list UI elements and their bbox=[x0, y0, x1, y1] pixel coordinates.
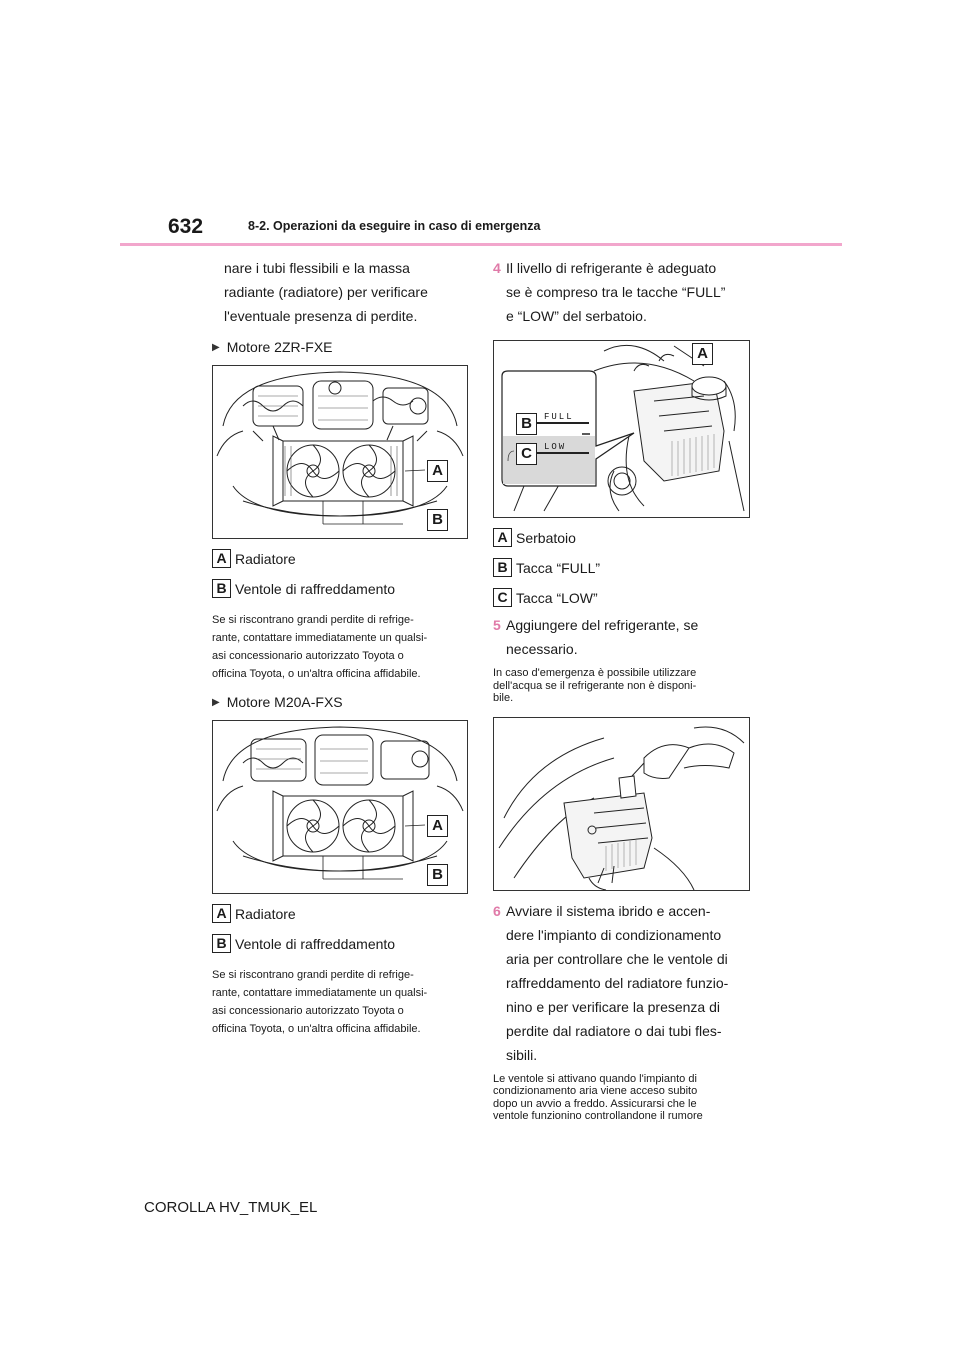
intro-line: radiante (radiatore) per verificare bbox=[224, 284, 428, 300]
low-mark-text: LOW bbox=[544, 442, 567, 452]
legend-item-full bbox=[493, 558, 751, 577]
legend-text: Tacca “LOW” bbox=[516, 589, 598, 606]
step-line: e “LOW” del serbatoio. bbox=[506, 308, 647, 324]
step-line: nino e per verificare la presenza di bbox=[506, 998, 721, 1015]
note-line: Se si riscontrano grandi perdite di refrige- bbox=[212, 614, 414, 626]
refill-illustration bbox=[494, 718, 749, 890]
figure-label-b: B bbox=[427, 864, 448, 886]
figure-label-a: A bbox=[692, 343, 713, 365]
figure-label-c: C bbox=[516, 443, 537, 465]
step-number: 5 bbox=[493, 617, 501, 633]
step-text bbox=[506, 613, 698, 661]
intro-line: nare i tubi flessibili e la massa bbox=[224, 260, 410, 276]
step-4 bbox=[493, 256, 751, 328]
figure-label-b: B bbox=[427, 509, 448, 531]
legend-badge-b: B bbox=[493, 558, 512, 577]
note-line: condizionamento aria viene acceso subito bbox=[493, 1085, 698, 1097]
note-line: Se si riscontrano grandi perdite di refrige- bbox=[212, 969, 414, 981]
engine-bay-figure-m20a bbox=[212, 720, 468, 894]
engine-label: Motore 2ZR-FXE bbox=[226, 339, 333, 355]
legend-text: Tacca “FULL” bbox=[516, 559, 601, 576]
left-column bbox=[212, 256, 468, 1038]
step-line: Il livello di refrigerante è adeguato bbox=[506, 260, 717, 276]
note-line: dopo un avvio a freddo. Assicurarsi che le bbox=[493, 1097, 697, 1110]
legend-item-fans bbox=[212, 579, 468, 598]
note-leak bbox=[212, 611, 468, 683]
step-line: perdite dal radiatore o dai tubi fles- bbox=[506, 1022, 722, 1039]
note-leak bbox=[212, 966, 468, 1038]
intro-line: l'eventuale presenza di perdite. bbox=[224, 308, 418, 324]
step-5 bbox=[493, 613, 751, 661]
note-line: dell'acqua se il refrigerante non è disponi- bbox=[493, 679, 697, 692]
legend-item-reservoir bbox=[493, 528, 751, 547]
step-text bbox=[506, 256, 725, 328]
engine-heading-m20a bbox=[212, 694, 468, 710]
right-column bbox=[493, 256, 751, 1123]
step-line: Aggiungere del refrigerante, se bbox=[506, 617, 699, 633]
full-mark-text: FULL bbox=[544, 412, 574, 422]
note-line: bile. bbox=[493, 692, 514, 704]
legend-text: Ventole di raffreddamento bbox=[235, 935, 396, 952]
figure-label-b: B bbox=[516, 413, 537, 435]
legend-text: Serbatoio bbox=[516, 529, 576, 546]
step-line: Avviare il sistema ibrido e accen- bbox=[506, 902, 711, 919]
engine-bay-figure-2zr bbox=[212, 365, 468, 539]
note-line: ventole funzionino controllandone il rumore bbox=[493, 1110, 703, 1122]
legend-badge-a: A bbox=[212, 904, 231, 923]
page-number: 632 bbox=[168, 215, 204, 238]
step-6 bbox=[493, 899, 751, 1067]
step-line: se è compreso tra le tacche “FULL” bbox=[506, 284, 726, 300]
legend-badge-b: B bbox=[212, 579, 231, 598]
triangle-bullet-icon: ▶ bbox=[212, 696, 220, 708]
legend-badge-a: A bbox=[212, 549, 231, 568]
coolant-reservoir-figure bbox=[493, 340, 750, 518]
note-line: asi concessionario autorizzato Toyota o bbox=[212, 650, 404, 662]
footer-model-code: COROLLA HV_TMUK_EL bbox=[144, 1199, 318, 1216]
note-line: officina Toyota, o un'altra officina affidabile. bbox=[212, 1023, 421, 1035]
step-line: necessario. bbox=[506, 641, 578, 657]
step-line: raffreddamento del radiatore funzio- bbox=[506, 974, 729, 991]
triangle-bullet-icon: ▶ bbox=[212, 341, 220, 353]
step-number: 4 bbox=[493, 260, 501, 276]
legend-badge-c: C bbox=[493, 588, 512, 607]
step-line: dere l'impianto di condizionamento bbox=[506, 926, 722, 943]
note-line: rante, contattare immediatamente un qualsi- bbox=[212, 632, 428, 644]
figure-label-a: A bbox=[427, 460, 448, 482]
step-text bbox=[506, 899, 728, 1067]
figure-label-a: A bbox=[427, 815, 448, 837]
note-line: asi concessionario autorizzato Toyota o bbox=[212, 1005, 404, 1017]
note-line: officina Toyota, o un'altra officina affidabile. bbox=[212, 668, 421, 680]
note-fans bbox=[493, 1073, 751, 1123]
section-title: 8-2. Operazioni da eseguire in caso di emergenza bbox=[248, 219, 541, 233]
note-water bbox=[493, 667, 751, 705]
legend-item-low bbox=[493, 588, 751, 607]
step-number: 6 bbox=[493, 902, 501, 919]
header-rule bbox=[120, 243, 842, 246]
step-line: aria per controllare che le ventole di bbox=[506, 950, 728, 967]
legend-text: Radiatore bbox=[235, 905, 296, 922]
engine-label: Motore M20A-FXS bbox=[226, 694, 343, 710]
intro-paragraph bbox=[212, 256, 468, 328]
legend-text: Radiatore bbox=[235, 550, 296, 567]
coolant-refill-figure bbox=[493, 717, 750, 891]
note-line: In caso d'emergenza è possibile utilizzare bbox=[493, 667, 697, 679]
legend-badge-a: A bbox=[493, 528, 512, 547]
legend-item-radiator bbox=[212, 549, 468, 568]
note-line: rante, contattare immediatamente un qualsi- bbox=[212, 987, 428, 999]
legend-text: Ventole di raffreddamento bbox=[235, 580, 396, 597]
engine-heading-2zr bbox=[212, 339, 468, 355]
note-line: Le ventole si attivano quando l'impianto di bbox=[493, 1072, 697, 1085]
legend-item-radiator bbox=[212, 904, 468, 923]
legend-item-fans bbox=[212, 934, 468, 953]
step-line: sibili. bbox=[506, 1046, 538, 1063]
legend-badge-b: B bbox=[212, 934, 231, 953]
